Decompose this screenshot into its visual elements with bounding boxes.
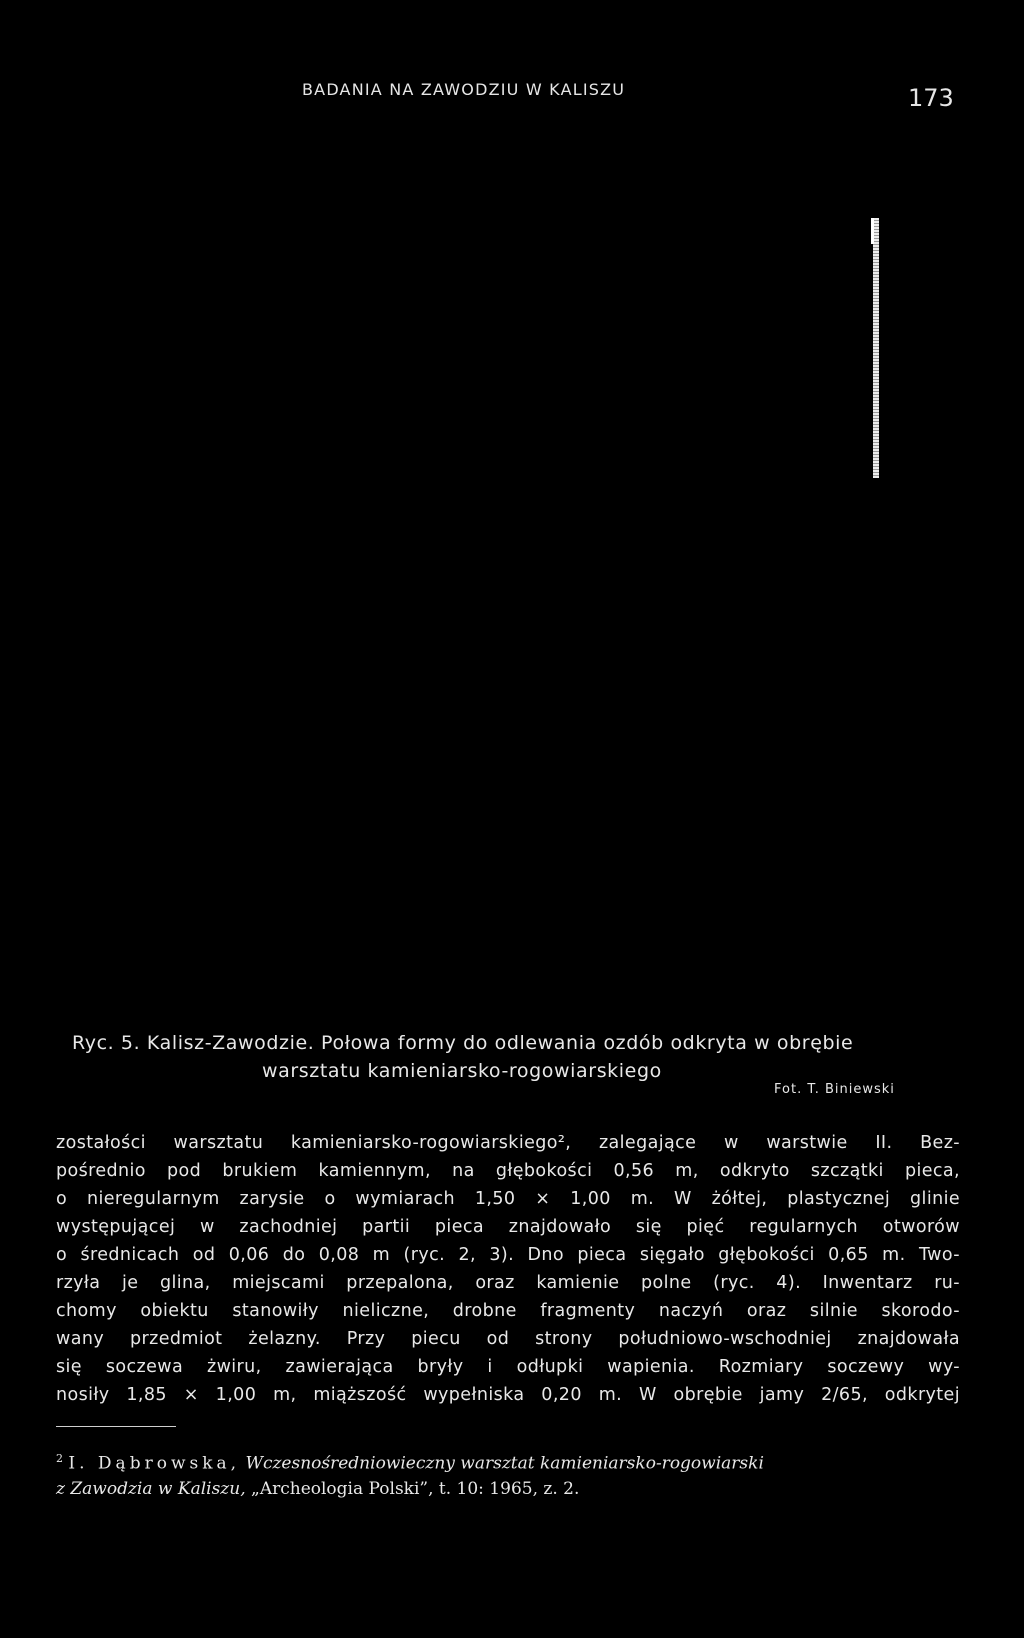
body-line: zostałości warsztatu kamieniarsko-rogowiarskiego², zalegające w warstwie II. Bez- xyxy=(56,1133,960,1153)
footnote-rule xyxy=(56,1426,176,1427)
body-line: pośrednio pod brukiem kamiennym, na głębokości 0,56 m, odkryto szczątki pieca, xyxy=(56,1161,960,1181)
footnote-source: „Archeologia Polski”, t. 10: 1965, z. 2. xyxy=(251,1478,580,1499)
body-line: o nieregularnym zarysie o wymiarach 1,50 × 1,00 m. W żółtej, plastycznej glinie xyxy=(56,1189,960,1209)
footnote-title-part-1: Wczesnośredniowieczny warsztat kamieniarsko-rogowiarski xyxy=(245,1453,764,1474)
footnote-marker: 2 xyxy=(56,1452,63,1465)
body-text xyxy=(56,1129,960,1409)
body-line: chomy obiektu stanowiły nieliczne, drobne fragmenty naczyń oraz silnie skorodo- xyxy=(56,1301,960,1321)
footnote-author: I. Dąbrowska, xyxy=(68,1453,241,1474)
body-line: się soczewa żwiru, zawierająca bryły i odłupki wapienia. Rozmiary soczewy wy- xyxy=(56,1357,960,1377)
body-line: rzyła je glina, miejscami przepalona, oraz kamienie polne (ryc. 4). Inwentarz ru- xyxy=(56,1273,960,1293)
body-line: wany przedmiot żelazny. Przy piecu od strony południowo-wschodniej znajdowała xyxy=(56,1329,960,1349)
footnote-line-1 xyxy=(56,1446,960,1477)
figure-caption-line-2: warsztatu kamieniarsko-rogowiarskiego xyxy=(262,1060,662,1082)
photo-credit: Fot. T. Biniewski xyxy=(774,1082,895,1097)
page-number: 173 xyxy=(908,84,954,112)
figure-photo-fragment xyxy=(873,218,879,478)
footnote xyxy=(56,1446,960,1502)
body-line: występującej w zachodniej partii pieca znajdowało się pięć regularnych otworów xyxy=(56,1217,960,1237)
running-title: BADANIA NA ZAWODZIU W KALISZU xyxy=(302,80,626,99)
footnote-title-part-2: z Zawodzia w Kaliszu, xyxy=(56,1478,246,1499)
body-line: o średnicach od 0,06 do 0,08 m (ryc. 2, 3). Dno pieca sięgało głębokości 0,65 m. Two- xyxy=(56,1245,960,1265)
figure-caption-line-1: Ryc. 5. Kalisz-Zawodzie. Połowa formy do odlewania ozdób odkryta w obrębie xyxy=(72,1032,854,1054)
body-line: nosiły 1,85 × 1,00 m, miąższość wypełniska 0,20 m. W obrębie jamy 2/65, odkrytej xyxy=(56,1385,960,1405)
footnote-line-2 xyxy=(56,1477,960,1502)
